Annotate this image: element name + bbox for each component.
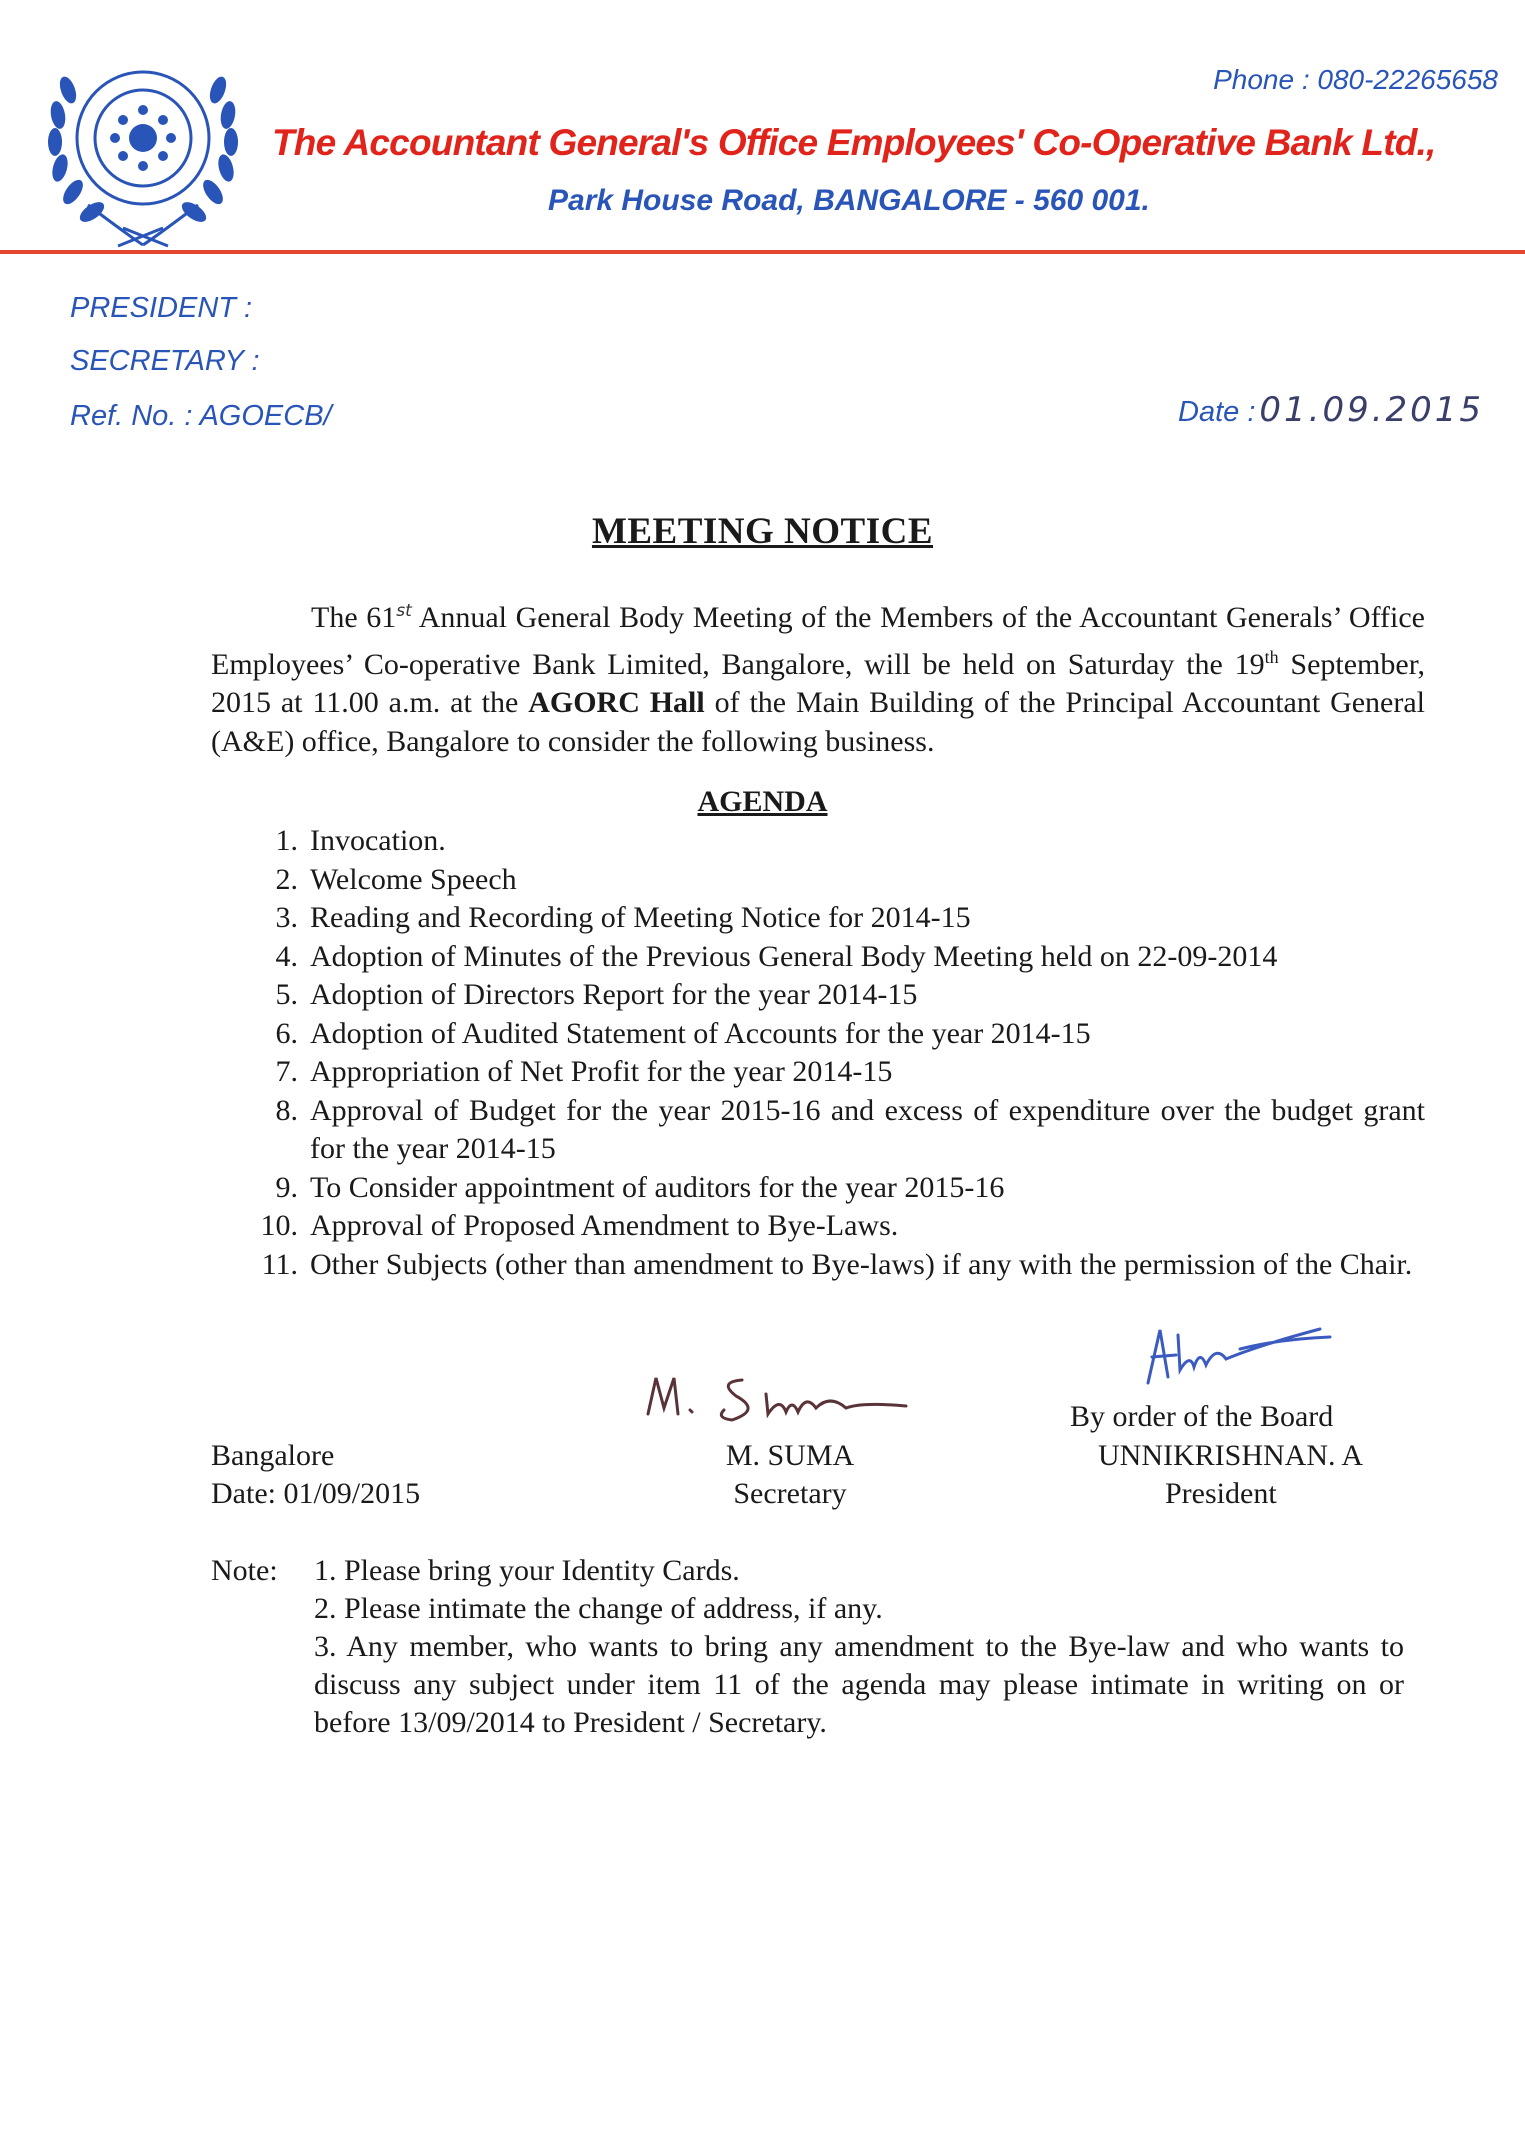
agenda-item-number: 5. [275, 978, 298, 1011]
ordinal-suffix-handwritten: st [396, 601, 412, 621]
agenda-item-text: Appropriation of Net Profit for the year 2014-15 [310, 1055, 893, 1088]
wreath-emblem-icon [28, 50, 258, 250]
agenda-item-text: Adoption of Minutes of the Previous General Body Meeting held on 22-09-2014 [310, 939, 1278, 973]
agenda-item-number: 9. [275, 1170, 298, 1204]
bank-name: The Accountant General's Office Employees' Co-Operative Bank Ltd., [272, 122, 1436, 163]
note-item: 1. Please bring your Identity Cards. [314, 1554, 740, 1587]
agenda-item [210, 1053, 1425, 1092]
agenda-item-number: 6. [275, 1016, 298, 1050]
agenda-item [210, 1169, 1425, 1208]
bank-seal-logo [28, 50, 258, 250]
agenda-item-number: 2. [275, 862, 298, 896]
agenda-item-number: 4. [275, 939, 298, 973]
president-label: PRESIDENT : [70, 292, 253, 324]
ordinal-suffix: th [1264, 646, 1279, 667]
president-name: UNNIKRISHNAN. A [1098, 1439, 1364, 1472]
para-text-4: of the Main Building of the Principal Accountant General (A&E) office, Bangalore to consider the following business. [211, 686, 1426, 758]
handwritten-date: 01.09.2015 [1259, 390, 1485, 430]
agenda-item-text: Approval of Budget for the year 2015-16 and excess of expenditure over the budget grant for the year 2014-15 [310, 1093, 1425, 1165]
agenda-item [210, 976, 1425, 1015]
bank-phone-number: Phone : 080-22265658 [1213, 64, 1498, 95]
agenda-item [210, 822, 1425, 861]
agenda-item [210, 1015, 1425, 1054]
agenda-item-text: Reading and Recording of Meeting Notice for 2014-15 [310, 901, 971, 934]
bank-address: Park House Road, BANGALORE - 560 001. [548, 184, 1150, 217]
venue-name: AGORC Hall [528, 686, 705, 719]
agenda-item-text: Adoption of Audited Statement of Accounts for the year 2014-15 [310, 1016, 1091, 1050]
agenda-item-text: Invocation. [310, 824, 446, 857]
letterhead-divider [0, 250, 1525, 254]
agenda-item-number: 11. [261, 1247, 298, 1281]
note-list [314, 1552, 1404, 1742]
secretary-label: SECRETARY : [70, 345, 260, 377]
agenda-title: AGENDA [697, 785, 828, 818]
agenda-item-number: 3. [275, 901, 298, 934]
secretary-title: Secretary [733, 1477, 847, 1510]
agenda-item-text: Welcome Speech [310, 862, 517, 896]
agenda-item [210, 1207, 1425, 1246]
agenda-item-text: Other Subjects (other than amendment to Bye-laws) if any with the permission of the Chair. [310, 1247, 1413, 1281]
notice-paragraph [211, 592, 1425, 761]
by-order-of-board: By order of the Board [1070, 1400, 1334, 1433]
president-signature [1130, 1315, 1340, 1390]
letter-date [1178, 390, 1484, 430]
agenda-item-text: Adoption of Directors Report for the year 2014-15 [310, 978, 918, 1011]
page-title: MEETING NOTICE [591, 511, 934, 552]
agenda-item-number: 7. [275, 1055, 298, 1088]
agenda-item [210, 861, 1425, 900]
agenda-list [210, 822, 1425, 1284]
note-item: 2. Please intimate the change of address, if any. [314, 1592, 883, 1625]
note-label: Note: [211, 1554, 278, 1587]
agenda-item-number: 8. [275, 1093, 298, 1127]
place: Bangalore [211, 1439, 335, 1472]
para-text-2: Annual General Body Meeting of the Members of the Accountant Generals’ Office Employees’ Co-operative Bank Limited, Bangalore, will be held on Saturday the 19 [211, 601, 1426, 681]
agenda-item [210, 1092, 1425, 1169]
agenda-item [210, 938, 1425, 977]
agenda-item [210, 899, 1425, 938]
agenda-item-text: To Consider appointment of auditors for the year 2015-16 [310, 1170, 1005, 1204]
date-label: Date : [1178, 396, 1256, 428]
para-text-3: September, 2015 at 11.00 a.m. at the [211, 647, 1425, 719]
signature-date: Date: 01/09/2015 [211, 1477, 421, 1510]
agenda-item-number: 1. [275, 824, 298, 857]
note-item: 3. Any member, who wants to bring any amendment to the Bye-law and who wants to discuss any subject under item 11 of the agenda may please intimate in writing on or before 13/09/2014 to President / Secretary. [314, 1630, 1404, 1739]
president-title: President [1165, 1477, 1277, 1510]
reference-number: Ref. No. : AGOECB/ [70, 400, 332, 432]
secretary-signature [640, 1362, 920, 1427]
agenda-item-text: Approval of Proposed Amendment to Bye-Laws. [310, 1209, 899, 1242]
agenda-item-number: 10. [260, 1209, 298, 1242]
secretary-name: M. SUMA [725, 1439, 855, 1472]
agenda-item [210, 1246, 1425, 1285]
para-text-1: The 61 [311, 601, 397, 634]
